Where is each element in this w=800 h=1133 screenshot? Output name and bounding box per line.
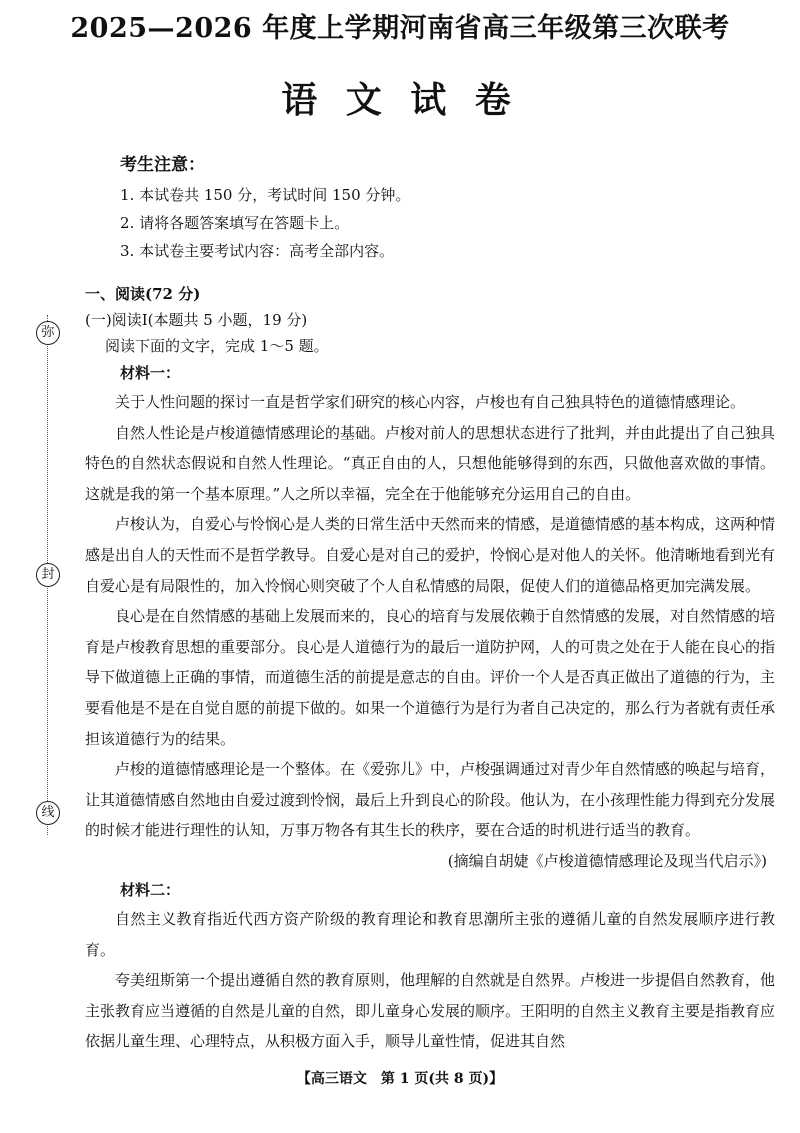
notice-item: 3. 本试卷主要考试内容：高考全部内容。	[120, 242, 395, 260]
material-two-paragraph: 自然主义教育指近代西方资产阶级的教育理论和教育思潮所主张的遵循儿童的自然发展顺序进行教育。	[85, 909, 775, 959]
material-one-paragraph: 关于人性问题的探讨一直是哲学家们研究的核心内容，卢梭也有自己独具特色的道德情感理论。	[115, 393, 746, 411]
page-footer: 【高三语文 第 1 页(共 8 页)】	[296, 1071, 504, 1087]
binding-line	[28, 315, 68, 835]
section-title: 一、阅读(72 分)	[85, 285, 201, 303]
notice-item: 2. 请将各题答案填写在答题卡上。	[120, 214, 350, 232]
seal-mark-feng: 封	[36, 563, 60, 587]
candidate-notice	[120, 150, 720, 265]
subsection-title: (一)阅读Ⅰ(本题共 5 小题，19 分)	[85, 311, 308, 329]
exam-subject: 语 文 试 卷	[281, 79, 519, 121]
exam-title: 2025—2026 年度上学期河南省高三年级第三次联考	[70, 13, 730, 44]
notice-heading: 考生注意：	[120, 155, 205, 175]
material-one-paragraph: 良心是在自然情感的基础上发展而来的，良心的培育与发展依赖于自然情感的发展，对自然情感的培育是卢梭教育思想的重要部分。良心是人道德行为的最后一道防护网，人的可贵之处在于人能在良心的指导下做道德上正确的事情，而道德生活的前提是意志的自由。评价一个人是否真正做出了道德的行为，主要看他是不是在自觉自愿的前提下做的。如果一个道德行为是行为者自己决定的，那么行为者就有责任承担该道德行为的结果。	[85, 607, 776, 748]
material-one-paragraph: 自然人性论是卢梭道德情感理论的基础。卢梭对前人的思想状态进行了批判，并由此提出了自己独具特色的自然状态假说和自然人性理论。“真正自由的人，只想他能够得到的东西，只做他喜欢做的事情。这就是我的第一个基本原理。”人之所以幸福，完全在于他能够充分运用自己的自由。	[85, 423, 776, 503]
reading-instruction: 阅读下面的文字，完成 1～5 题。	[105, 337, 329, 355]
material-two-title: 材料二：	[120, 880, 181, 899]
seal-mark-xian: 线	[36, 801, 60, 825]
material-one-paragraph: 卢梭认为，自爱心与怜悯心是人类的日常生活中天然而来的情感，是道德情感的基本构成，这两种情感是出自人的天性而不是哲学教导。自爱心是对自己的爱护，怜悯心是对他人的关怀。他清晰地看到光有自爱心是有局限性的，加入怜悯心则突破了个人自私情感的局限，促使人们的道德品格更加完满发展。	[85, 515, 776, 595]
material-one-paragraph: 卢梭的道德情感理论是一个整体。在《爱弥儿》中，卢梭强调通过对青少年自然情感的唤起与培育，让其道德情感自然地由自爱过渡到怜悯，最后上升到良心的阶段。他认为，在小孩理性能力得到充分发展的时候才能进行理性的认知，万事万物各有其生长的秩序，要在合适的时机进行适当的教育。	[85, 760, 776, 840]
material-two-paragraph: 夸美纽斯第一个提出遵循自然的教育原则，他理解的自然就是自然界。卢梭进一步提倡自然教育，他主张教育应当遵循的自然是儿童的自然，即儿童身心发展的顺序。王阳明的自然主义教育主要是指教育应依据儿童生理、心理特点，从积极方面入手，顺导儿童性情，促进其自然	[85, 971, 776, 1051]
notice-item: 1. 本试卷共 150 分，考试时间 150 分钟。	[120, 186, 411, 204]
material-one-source: (摘编自胡婕《卢梭道德情感理论及现当代启示》)	[447, 851, 767, 870]
seal-mark-mi: 弥	[36, 321, 60, 345]
reading-section	[85, 281, 775, 1057]
material-one-title: 材料一：	[120, 364, 181, 382]
